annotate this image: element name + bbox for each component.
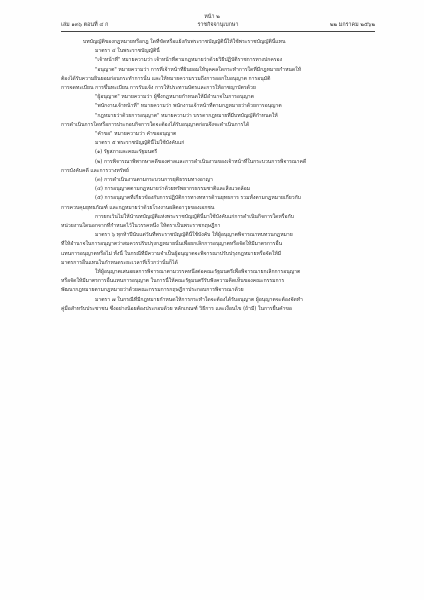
text-line: มาตรา ๗ ในกรณีที่มีกฎหมายกำหนดให้การกระทำใดจะต้องได้รับอนุญาต ผู้อนุญาตจะต้องจัดทำ [95, 296, 303, 303]
text-line: ให้ผู้อนุญาตเสนอผลการพิจารณาตามวรรคหนึ่งต่อคณะรัฐมนตรีเพื่อพิจารณายกเลิกการอนุญาต [95, 269, 301, 276]
volume-info: เล่ม ๑๓๖ ตอนที่ ๔ ก [61, 22, 109, 28]
text-line: (๕) การอนุญาตที่เกี่ยวข้องกับการปฏิบัติการทางทหารด้านยุทธการ รวมทั้งตามกฎหมายเกี่ยวกับ [95, 195, 301, 202]
text-line: หน่วยงานใดนอกจากที่กำหนดไว้ในวรรคหนึ่ง ให้ตราเป็นพระราชกฤษฎีกา [61, 223, 221, 230]
text-line: การดำเนินการใดหรือการประกอบกิจการใดจะต้องได้รับอนุญาตก่อนจึงจะดำเนินการได้ [61, 121, 250, 128]
publication-date: ๒๒ มกราคม ๒๕๖๒ [329, 22, 375, 28]
text-line: หรือจัดให้มีมาตรการอื่นแทนการอนุญาต ในการนี้ให้คณะรัฐมนตรีรับฟังความคิดเห็นของคณะกรรมการ [61, 278, 285, 285]
header-divider [61, 31, 375, 32]
text-line: การควบคุมยุทธภัณฑ์ และกฎหมายว่าด้วยโรงงานผลิตอาวุธของเอกชน [61, 204, 215, 211]
page-number: หน้า ๒ [204, 14, 220, 20]
text-line: แทนการอนุญาตหรือไม่ ทั้งนี้ ในกรณีที่มีความจำเป็นผู้อนุญาตจะพิจารณาปรับปรุงกฎหมายหรือจัดให้มี [61, 250, 282, 257]
text-line: การจดทะเบียน การขึ้นทะเบียน การรับแจ้ง การให้ประทานบัตรและการให้อาชญาบัตรด้วย [61, 85, 256, 92]
text-line: พัฒนากฎหมายตามกฎหมายว่าด้วยคณะกรรมการกฤษฎีกาประกอบการพิจารณาด้วย [61, 287, 244, 294]
text-line: มาตรา ๕ พระราชบัญญัตินี้ไม่ใช้บังคับแก่ [95, 140, 185, 147]
text-line: (๑) รัฐสภาและคณะรัฐมนตรี [95, 149, 158, 156]
text-line: การยกเว้นไม่ให้นำบทบัญญัติแห่งพระราชบัญญัตินี้มาใช้บังคับแก่การดำเนินกิจการใดหรือกับ [95, 213, 294, 220]
text-line: ที่ให้อำนาจในการอนุญาตว่าสมควรปรับปรุงกฎหมายนั้นเพื่อยกเลิกการอนุญาตหรือจัดให้มีมาตรการอื่น [61, 241, 283, 248]
text-line: การบังคับคดี และการวางทรัพย์ [61, 167, 129, 174]
text-line: "อนุญาต" หมายความว่า การที่เจ้าหน้าที่ยินยอมให้บุคคลใดกระทำการใดที่มีกฎหมายกำหนดให้ [95, 66, 302, 73]
text-line: "กฎหมายว่าด้วยการอนุญาต" หมายความว่า บรรดากฎหมายที่มีบทบัญญัติกำหนดให้ [95, 112, 278, 119]
text-line: "ผู้อนุญาต" หมายความว่า ผู้ซึ่งกฎหมายกำหนดให้มีอำนาจในการอนุญาต [95, 94, 254, 101]
text-line: (๓) การดำเนินงานตามกระบวนการยุติธรรมทางอาญา [95, 177, 213, 184]
publication-title: ราชกิจจานุเบกษา [197, 22, 239, 28]
document-body [61, 38, 375, 314]
text-line: (๒) การพิจารณาพิพากษาคดีของศาลและการดำเนินงานของเจ้าหน้าที่ในกระบวนการพิจารณาคดี [95, 158, 307, 165]
text-line: "เจ้าหน้าที่" หมายความว่า เจ้าหน้าที่ตามกฎหมายว่าด้วยวิธีปฏิบัติราชการทางปกครอง [95, 57, 283, 64]
text-line: "คำขอ" หมายความว่า คำขออนุญาต [95, 131, 177, 138]
text-line: มาตรา ๖ ทุกห้าปีนับแต่วันที่พระราชบัญญัตินี้ใช้บังคับ ให้ผู้อนุญาตพิจารณาทบทวนกฎหมาย [95, 232, 293, 239]
text-line: มาตรการอื่นแทนในกำหนดระยะเวลาที่เร็วกว่านั้นก็ได้ [61, 259, 178, 266]
text-line: "พนักงานเจ้าหน้าที่" หมายความว่า พนักงานเจ้าหน้าที่ตามกฎหมายว่าด้วยการอนุญาต [95, 103, 282, 110]
text-line: (๔) การอนุญาตตามกฎหมายว่าด้วยทรัพยากรธรรมชาติและสิ่งแวดล้อม [95, 186, 251, 193]
text-line: บทบัญญัติของกฎหมายหรือกฎ ใดที่ขัดหรือแย้งกับพระราชบัญญัตินี้ให้ใช้พระราชบัญญัตินี้แทน [83, 39, 286, 45]
text-line: มาตรา ๔ ในพระราชบัญญัตินี้ [95, 48, 160, 55]
text-line: คู่มือสำหรับประชาชน ซึ่งอย่างน้อยต้องประกอบด้วย หลักเกณฑ์ วิธีการ และเงื่อนไข (ถ้ามี) ในการยื่นคำขอ [61, 305, 292, 312]
text-line: ต้องได้รับความยินยอมก่อนกระทำการนั้น และให้หมายความรวมถึงการออกใบอนุญาต การอนุมัติ [61, 75, 271, 82]
